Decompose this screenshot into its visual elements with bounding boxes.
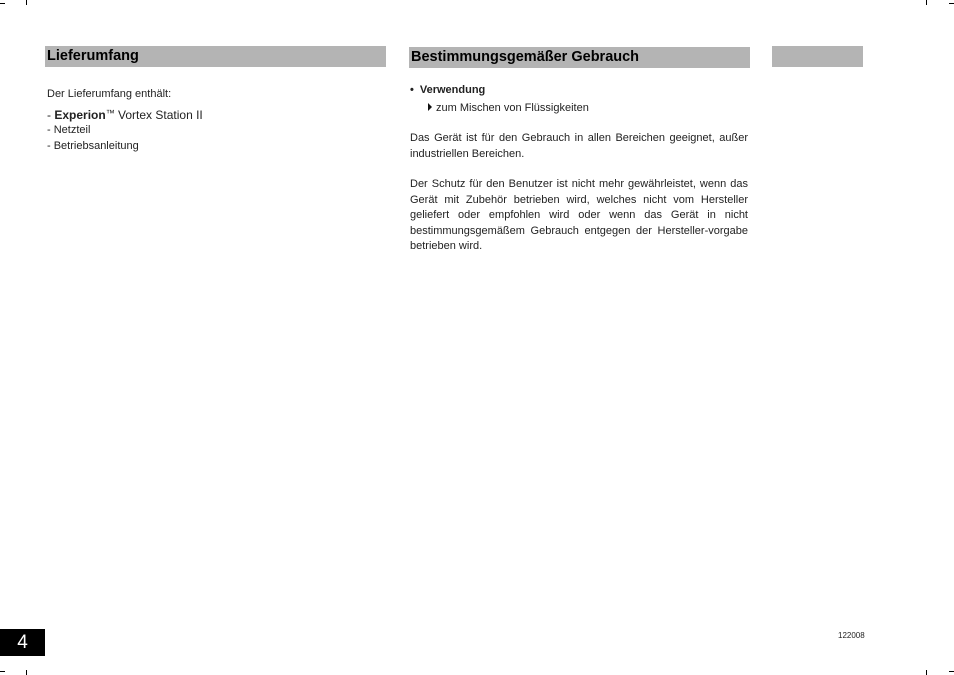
- crop-mark-bottom-right: [949, 671, 954, 672]
- document-code: 122008: [838, 631, 865, 640]
- section-heading-lieferumfang: Lieferumfang: [45, 46, 386, 67]
- bullet-title: Verwendung: [419, 84, 486, 96]
- lieferumfang-intro: Der Lieferumfang enthält:: [47, 88, 172, 100]
- crop-mark-top-left-v: [26, 0, 27, 5]
- lieferumfang-item-experion: [47, 106, 377, 124]
- blank-heading-bar: [772, 46, 863, 67]
- page-number: 4: [0, 629, 45, 656]
- bullet-icon: •: [410, 84, 414, 96]
- crop-mark-bottom-left-v: [26, 670, 27, 675]
- crop-mark-top-right-v: [926, 0, 927, 5]
- triangle-right-icon: [428, 103, 432, 111]
- paragraph-schutz: Der Schutz für den Benutzer ist nicht mehr gewährleistet, wenn das Gerät mit Zubehör betrieben wird, welches nicht vom Hersteller geliefert oder empfohlen wird oder wenn das Gerät in nicht bestimmungsgemäßem Gebrauch entgegen der Hersteller-vorgabe betrieben wird.: [410, 178, 748, 252]
- item-prefix: -: [47, 107, 55, 122]
- crop-mark-bottom-right-v: [926, 670, 927, 675]
- bullet-title-line: [410, 83, 750, 99]
- crop-mark-top-right: [949, 3, 954, 4]
- bullet-subitem-text: zum Mischen von Flüssigkeiten: [436, 101, 589, 114]
- lieferumfang-item-netzteil: - Netzteil: [47, 124, 91, 136]
- brand-name: Experion: [54, 107, 106, 122]
- verwendung-bullet: [410, 83, 750, 116]
- crop-mark-top-left: [0, 3, 5, 4]
- section-heading-bestimmungsgemaesser-gebrauch: Bestimmungsgemäßer Gebrauch: [409, 47, 750, 68]
- product-name: Vortex Station II: [114, 107, 203, 122]
- lieferumfang-item-betriebsanleitung: - Betriebsanleitung: [47, 139, 139, 152]
- crop-mark-bottom-left: [0, 671, 5, 672]
- lieferumfang-content: [47, 87, 377, 154]
- trademark-symbol: ™: [105, 107, 115, 118]
- bullet-subitem: [410, 101, 750, 117]
- paragraph-einsatzbereich: Das Gerät ist für den Gebrauch in allen Bereichen geeignet, außer industriellen Bereichen.: [410, 132, 748, 160]
